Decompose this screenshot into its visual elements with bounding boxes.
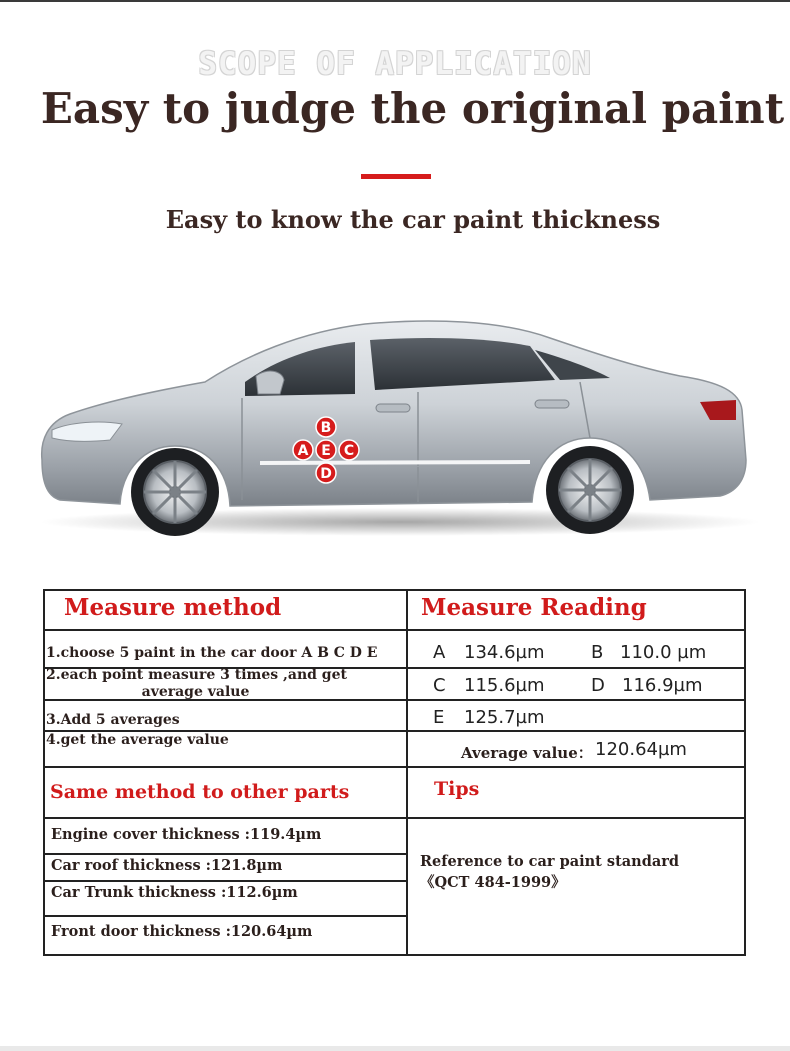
step-1: 1.choose 5 paint in the car door A B C D E: [46, 645, 378, 661]
reading-c-label: C: [433, 675, 446, 696]
reading-d-value: 116.9µm: [622, 675, 703, 696]
step-3: 3.Add 5 averages: [46, 712, 180, 728]
point-a-label: A: [297, 443, 309, 459]
reading-b-value: 110.0 µm: [620, 642, 707, 663]
bottom-border: [0, 1046, 790, 1051]
page-title: Easy to judge the original paint: [40, 84, 785, 133]
page-subtitle: Easy to know the car paint thickness: [165, 205, 661, 234]
reading-a-label: A: [433, 642, 446, 663]
part-car-trunk: Car Trunk thickness :112.6µm: [51, 884, 298, 901]
step-4: 4.get the average value: [46, 732, 229, 748]
point-d-label: D: [320, 466, 332, 482]
reading-e-label: E: [433, 707, 445, 728]
tips-standard: Reference to car paint standard: [420, 853, 680, 870]
step-2-cont: average value: [141, 684, 250, 700]
step-2: 2.each point measure 3 times ,and get: [46, 667, 347, 683]
method-header: Measure method: [64, 594, 282, 621]
tips-header: Tips: [434, 778, 480, 800]
front-wheel: [131, 448, 219, 536]
rear-wheel: [546, 446, 634, 534]
part-car-roof: Car roof thickness :121.8µm: [51, 857, 283, 874]
reading-header: Measure Reading: [421, 594, 647, 621]
top-border: [0, 0, 790, 2]
reading-c-value: 115.6µm: [464, 675, 545, 696]
reading-b-label: B: [591, 642, 604, 663]
point-b-label: B: [320, 420, 332, 436]
title-divider: [361, 174, 431, 179]
average-value: 120.64µm: [595, 739, 687, 760]
point-c-label: C: [343, 443, 355, 459]
reading-d-label: D: [591, 675, 605, 696]
measurement-table: [43, 589, 746, 956]
tips-standard-code: 《QCT 484-1999》: [420, 874, 566, 891]
other-parts-header: Same method to other parts: [50, 781, 350, 803]
part-front-door: Front door thickness :120.64µm: [51, 923, 313, 940]
average-label: Average value：: [461, 744, 593, 762]
point-e-label: E: [321, 443, 331, 459]
part-engine-cover: Engine cover thickness :119.4µm: [51, 826, 322, 843]
car-illustration: [30, 310, 760, 540]
reading-a-value: 134.6µm: [464, 642, 545, 663]
reading-e-value: 125.7µm: [464, 707, 545, 728]
scope-heading: SCOPE OF APPLICATION: [198, 46, 592, 82]
